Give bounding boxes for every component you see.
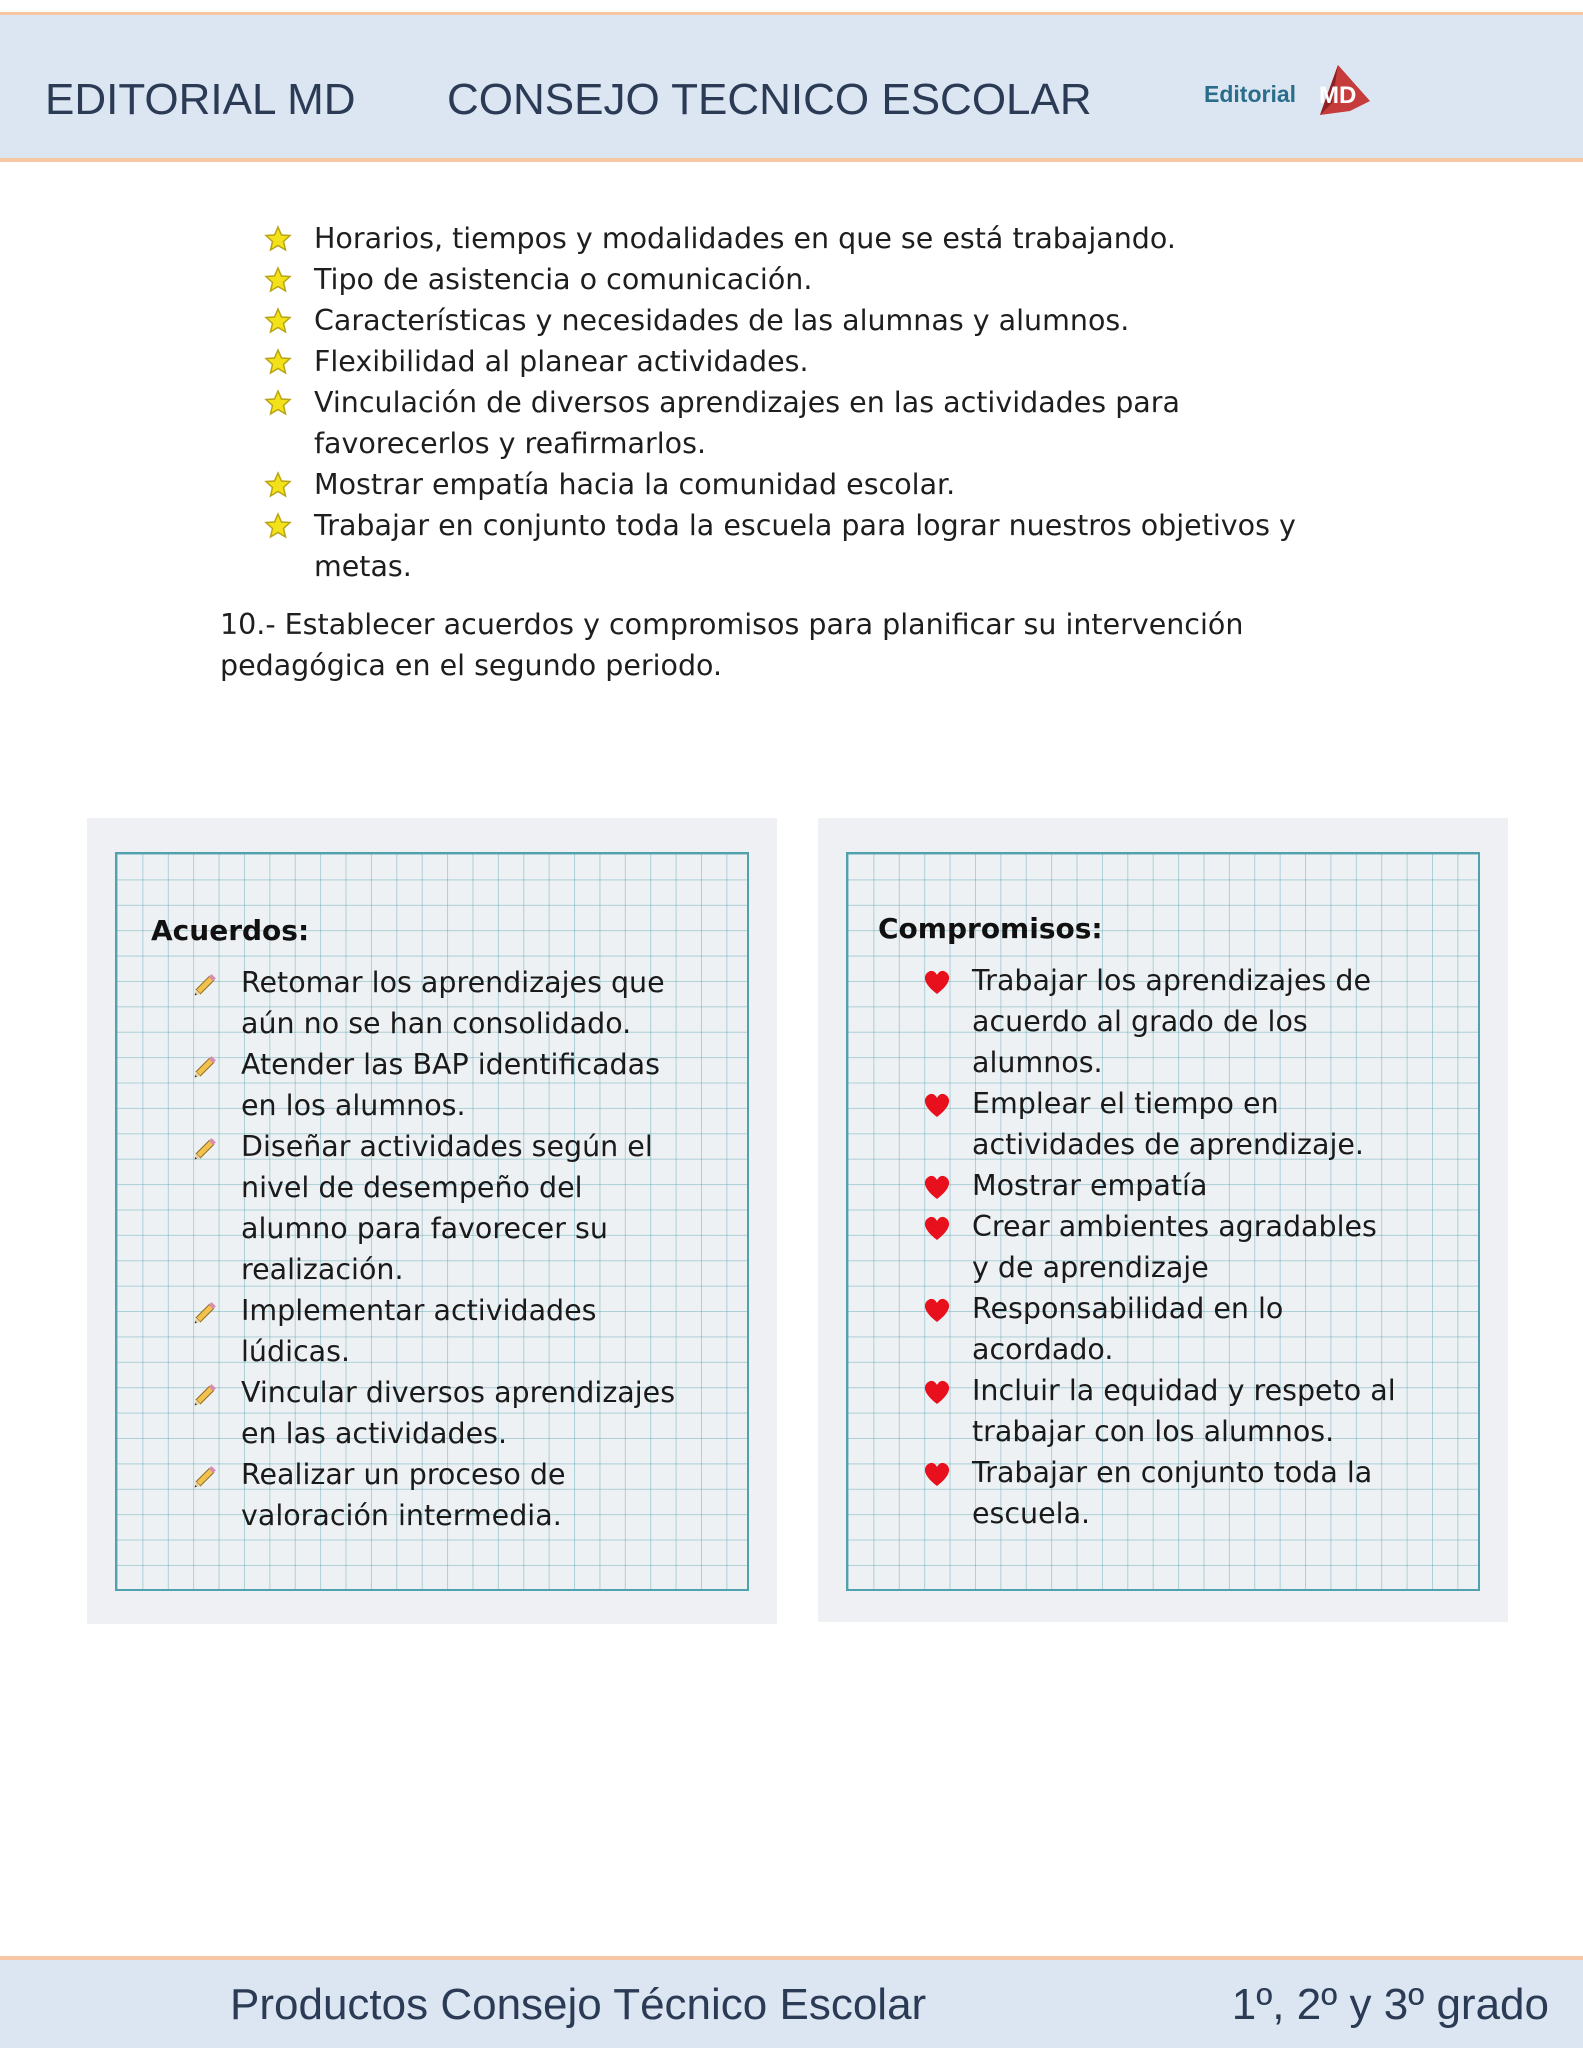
acuerdos-title: Acuerdos:	[151, 914, 310, 947]
pencil-icon	[191, 1298, 221, 1326]
bullet-text: Vinculación de diversos aprendizajes en las actividades para favorecerlos y reafirmarlos.	[314, 386, 1180, 460]
acuerdo-text: Vincular diversos aprendizajes en las actividades.	[241, 1376, 676, 1450]
bullet-text: Tipo de asistencia o comunicación.	[314, 263, 813, 296]
acuerdos-grid	[115, 852, 749, 1591]
compromisos-grid	[846, 852, 1480, 1591]
pencil-icon	[191, 1380, 221, 1408]
star-icon	[263, 225, 293, 253]
list-item	[260, 259, 1410, 300]
compromiso-text: Trabajar en conjunto toda la escuela.	[972, 1456, 1373, 1530]
criteria-list	[260, 218, 1410, 587]
star-icon	[263, 348, 293, 376]
list-item	[191, 1044, 751, 1126]
star-icon	[263, 389, 293, 417]
star-icon	[263, 512, 293, 540]
pencil-icon	[191, 970, 221, 998]
compromiso-text: Mostrar empatía	[972, 1169, 1208, 1202]
bullet-text: Mostrar empatía hacia la comunidad escolar.	[314, 468, 956, 501]
acuerdo-text: Diseñar actividades según el nivel de desempeño del alumno para favorecer su realización.	[241, 1130, 653, 1286]
editorial-logo	[1202, 53, 1377, 123]
heart-icon	[922, 1173, 952, 1201]
list-item	[191, 962, 751, 1044]
acuerdo-text: Retomar los aprendizajes que aún no se han consolidado.	[241, 966, 665, 1040]
logo-mark-text: MD	[1319, 82, 1357, 109]
brand-title: EDITORIAL MD	[45, 75, 356, 124]
list-item	[922, 1206, 1482, 1288]
logo-mark-icon	[1310, 61, 1372, 119]
heart-icon	[922, 1296, 952, 1324]
list-item	[191, 1126, 751, 1290]
list-item	[260, 341, 1410, 382]
star-icon	[263, 307, 293, 335]
compromiso-text: Emplear el tiempo en actividades de aprendizaje.	[972, 1087, 1364, 1161]
heart-icon	[922, 1378, 952, 1406]
list-item	[191, 1454, 751, 1536]
acuerdos-panel	[87, 818, 777, 1624]
document-title: CONSEJO TECNICO ESCOLAR	[447, 75, 1092, 124]
footer-title: Productos Consejo Técnico Escolar	[230, 1980, 927, 2029]
page-header	[0, 12, 1583, 162]
compromisos-list	[922, 960, 1482, 1534]
list-item	[260, 382, 1410, 464]
instruction-paragraph: 10.- Establecer acuerdos y compromisos para planificar su intervención pedagógica en el segundo periodo.	[220, 608, 1244, 682]
heart-icon	[922, 1214, 952, 1242]
heart-icon	[922, 1460, 952, 1488]
acuerdos-list	[191, 962, 751, 1536]
list-item	[922, 1370, 1482, 1452]
list-item	[922, 1288, 1482, 1370]
compromiso-text: Incluir la equidad y respeto al trabajar con los alumnos.	[972, 1374, 1396, 1448]
list-item	[260, 218, 1410, 259]
compromiso-text: Trabajar los aprendizajes de acuerdo al grado de los alumnos.	[972, 964, 1372, 1079]
pencil-icon	[191, 1462, 221, 1490]
pencil-icon	[191, 1134, 221, 1162]
bullet-text: Características y necesidades de las alumnas y alumnos.	[314, 304, 1130, 337]
list-item	[260, 300, 1410, 341]
heart-icon	[922, 968, 952, 996]
star-icon	[263, 266, 293, 294]
compromisos-title: Compromisos:	[878, 912, 1103, 945]
list-item	[260, 464, 1410, 505]
list-item	[191, 1372, 751, 1454]
star-icon	[263, 471, 293, 499]
bullet-text: Flexibilidad al planear actividades.	[314, 345, 809, 378]
compromiso-text: Responsabilidad en lo acordado.	[972, 1292, 1284, 1366]
logo-text: Editorial	[1204, 81, 1297, 107]
acuerdo-text: Implementar actividades lúdicas.	[241, 1294, 597, 1368]
list-item	[191, 1290, 751, 1372]
bullet-text: Trabajar en conjunto toda la escuela para lograr nuestros objetivos y metas.	[314, 509, 1296, 583]
list-item	[260, 505, 1410, 587]
acuerdo-text: Atender las BAP identificadas en los alumnos.	[241, 1048, 660, 1122]
list-item	[922, 1452, 1482, 1534]
footer-grades: 1º, 2º y 3º grado	[1231, 1980, 1549, 2029]
list-item	[922, 1083, 1482, 1165]
compromisos-panel	[818, 818, 1508, 1622]
heart-icon	[922, 1091, 952, 1119]
bullet-text: Horarios, tiempos y modalidades en que se está trabajando.	[314, 222, 1176, 255]
compromiso-text: Crear ambientes agradables y de aprendizaje	[972, 1210, 1377, 1284]
pencil-icon	[191, 1052, 221, 1080]
page-footer	[0, 1956, 1583, 2048]
list-item	[922, 1165, 1482, 1206]
acuerdo-text: Realizar un proceso de valoración intermedia.	[241, 1458, 566, 1532]
list-item	[922, 960, 1482, 1083]
